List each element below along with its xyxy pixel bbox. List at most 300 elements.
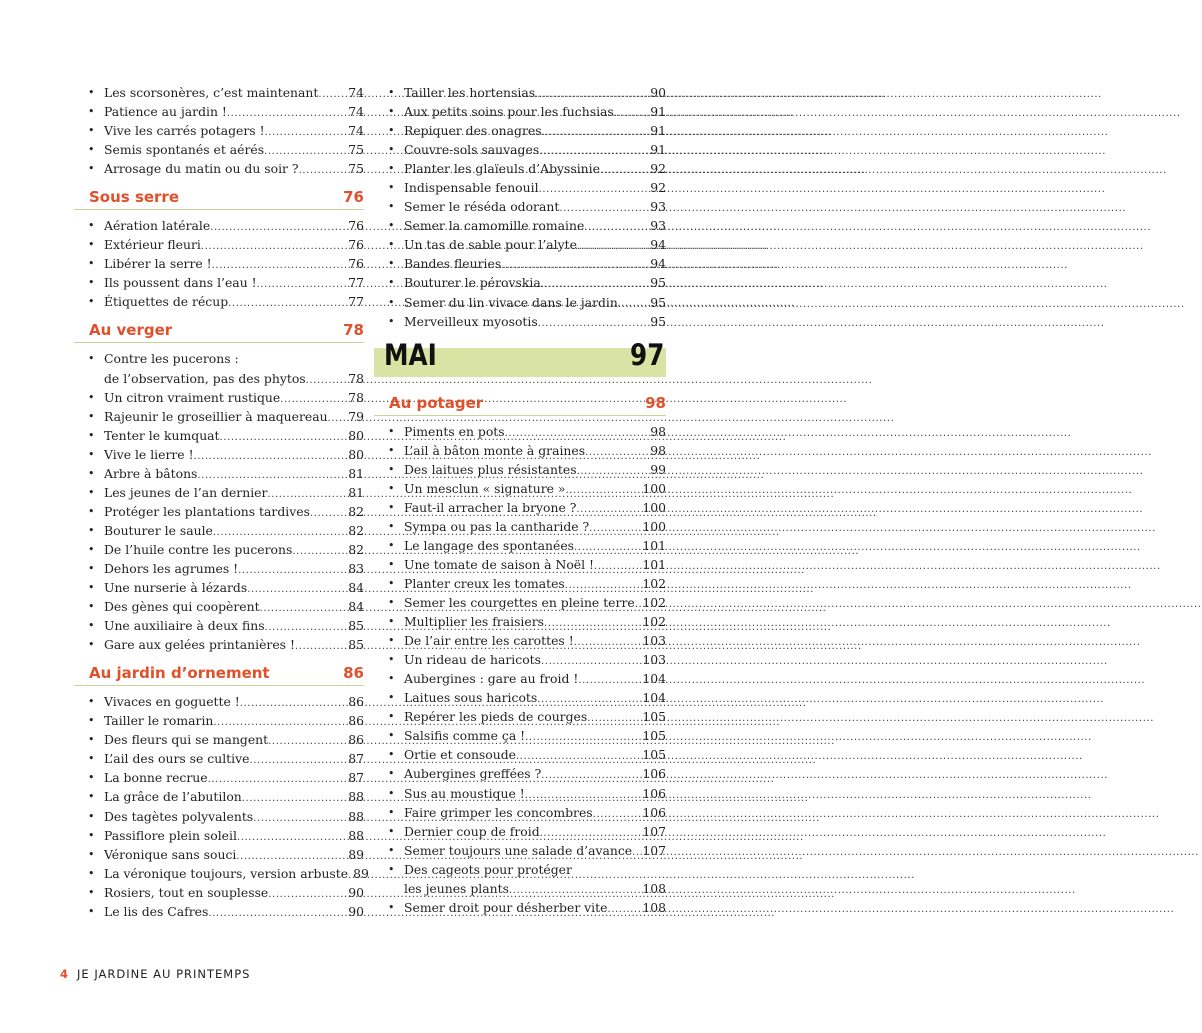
toc-entry-title: L’ail des ours se cultive <box>104 751 250 767</box>
toc-entry[interactable] <box>374 555 666 574</box>
bullet-icon: • <box>388 900 395 914</box>
toc-entry[interactable] <box>374 669 666 688</box>
toc-entry[interactable] <box>374 764 666 783</box>
toc-entry[interactable] <box>74 502 364 521</box>
bullet-icon: • <box>88 885 95 899</box>
section-title: Au jardin d’ornement <box>89 664 270 683</box>
toc-entry[interactable] <box>74 426 364 445</box>
toc-entry-line <box>104 616 364 637</box>
toc-entry-title: Faut-il arracher la bryone ? <box>404 499 577 515</box>
toc-entry-page: 87 <box>348 770 364 786</box>
toc-entry-page: 86 <box>348 713 364 729</box>
toc-entry-line <box>104 845 364 866</box>
toc-entry-page: 80 <box>348 427 364 443</box>
toc-entry-page: 94 <box>650 237 666 253</box>
toc-entry-line <box>404 479 666 500</box>
toc-entry-title: L’ail à bâton monte à graines <box>404 442 586 458</box>
toc-entry-title: Tenter le kumquat <box>104 427 220 443</box>
toc-entry[interactable] <box>74 597 364 616</box>
toc-entry-line <box>104 273 364 294</box>
toc-entry-page: 106 <box>642 785 666 801</box>
toc-entry[interactable] <box>374 235 666 254</box>
toc-entry[interactable] <box>74 159 364 178</box>
toc-entry-line <box>104 597 364 618</box>
bullet-icon: • <box>388 238 395 252</box>
toc-entry-page: 92 <box>650 161 666 177</box>
bullet-icon: • <box>88 714 95 728</box>
toc-entry-page: 82 <box>348 541 364 557</box>
toc-entry[interactable] <box>374 574 666 593</box>
toc-entry-line <box>404 140 666 161</box>
toc-entry[interactable] <box>374 726 666 745</box>
toc-entry-line <box>404 178 666 199</box>
toc-entry-title: Des fleurs qui se mangent <box>104 732 269 748</box>
toc-entry[interactable] <box>74 730 364 749</box>
bullet-icon: • <box>88 847 95 861</box>
toc-entry[interactable] <box>74 768 364 787</box>
toc-entry-page: 78 <box>348 370 364 386</box>
toc-entry[interactable] <box>374 536 666 555</box>
toc-entry-line <box>104 102 364 123</box>
section-heading[interactable] <box>74 312 364 343</box>
dot-leader <box>208 904 347 923</box>
toc-entry-page: 81 <box>348 484 364 500</box>
toc-entry-page: 101 <box>642 537 666 553</box>
dot-leader <box>299 161 348 180</box>
bullet-icon: • <box>388 786 395 800</box>
bullet-icon: • <box>388 257 395 271</box>
bullet-icon: • <box>388 729 395 743</box>
section-heading[interactable] <box>74 655 364 686</box>
toc-entry-page: 75 <box>348 161 364 177</box>
toc-entry-title: Bouturer le pérovskia <box>404 275 541 291</box>
toc-entry-title: Aubergines greffées ? <box>404 766 542 782</box>
toc-entry-page: 103 <box>642 633 666 649</box>
toc-entry[interactable] <box>74 483 364 502</box>
section-page: 86 <box>343 664 364 683</box>
toc-entry-page: 75 <box>348 142 364 158</box>
bullet-icon: • <box>388 691 395 705</box>
toc-entry-page: 74 <box>348 104 364 120</box>
toc-entry[interactable] <box>74 349 364 387</box>
toc-entry-title: Gare aux gelées printanières ! <box>104 637 295 653</box>
toc-entry[interactable] <box>74 445 364 464</box>
bullet-icon: • <box>388 748 395 762</box>
bullet-icon: • <box>388 481 395 495</box>
toc-right-column <box>374 83 666 917</box>
bullet-icon: • <box>388 86 395 99</box>
toc-entry-title: Extérieur fleuri <box>104 237 201 253</box>
section-title: Sous serre <box>89 188 180 207</box>
bullet-icon: • <box>388 596 395 610</box>
toc-entry-line <box>104 635 364 656</box>
toc-entry[interactable] <box>74 902 364 921</box>
toc-entry-line <box>104 749 364 770</box>
toc-entry[interactable] <box>374 479 666 498</box>
toc-entry[interactable] <box>74 102 364 121</box>
section-heading[interactable] <box>374 385 666 416</box>
bullet-icon: • <box>88 352 95 366</box>
toc-entry-title: La véronique toujours, version arbuste <box>104 865 349 881</box>
toc-entry-title: Semer du lin vivace dans le jardin <box>404 294 618 310</box>
toc-entry[interactable] <box>74 845 364 864</box>
toc-entry-page: 104 <box>642 671 666 687</box>
bullet-icon: • <box>388 462 395 476</box>
toc-entry-page: 93 <box>650 199 666 215</box>
toc-entry-line <box>404 841 666 862</box>
toc-entry-page: 108 <box>642 880 666 896</box>
toc-left-column <box>74 83 369 921</box>
month-heading[interactable] <box>374 337 666 377</box>
bullet-icon: • <box>88 828 95 842</box>
toc-entry-title: Sus au moustique ! <box>404 785 525 801</box>
bullet-icon: • <box>388 576 395 590</box>
toc-entry[interactable] <box>374 822 666 841</box>
toc-entry-line <box>104 407 364 428</box>
toc-entry-line <box>404 312 666 333</box>
toc-entry-page: 100 <box>642 480 666 496</box>
toc-entry[interactable] <box>374 460 666 479</box>
bullet-icon: • <box>388 181 395 195</box>
bullet-icon: • <box>388 200 395 214</box>
bullet-icon: • <box>88 219 95 233</box>
toc-entry-line <box>404 669 666 690</box>
toc-entry[interactable] <box>374 650 666 669</box>
toc-entry-line <box>104 902 364 923</box>
toc-entry[interactable] <box>74 616 364 635</box>
toc-entry-line <box>104 787 364 808</box>
toc-entry-page: 74 <box>348 123 364 139</box>
toc-entry[interactable] <box>374 593 666 612</box>
toc-entry-title: Des tagètes polyvalents <box>104 808 254 824</box>
toc-entry-line <box>404 879 666 900</box>
toc-entry[interactable] <box>374 745 666 764</box>
toc-entry-line <box>104 864 369 885</box>
toc-entry-page: 101 <box>642 556 666 572</box>
toc-entry-page: 99 <box>650 461 666 477</box>
toc-entry[interactable] <box>374 422 666 441</box>
toc-entry[interactable] <box>74 235 364 254</box>
toc-entry[interactable] <box>374 102 666 121</box>
toc-entry[interactable] <box>74 140 364 159</box>
toc-entry[interactable] <box>74 216 364 235</box>
toc-entry-page: 105 <box>642 728 666 744</box>
bullet-icon: • <box>388 767 395 781</box>
toc-entry-title: Un rideau de haricots <box>404 652 542 668</box>
toc-entry-title: Le langage des spontanées <box>404 537 575 553</box>
toc-entry[interactable] <box>74 559 364 578</box>
section-title: Au verger <box>89 321 173 340</box>
toc-entry[interactable] <box>374 898 666 917</box>
toc-entry-page: 98 <box>650 423 666 439</box>
toc-entry-title: Sympa ou pas la cantharide ? <box>404 518 590 534</box>
toc-entry-title: Multiplier les fraisiers <box>404 614 545 630</box>
toc-entry[interactable] <box>374 140 666 159</box>
bullet-icon: • <box>388 443 395 457</box>
toc-entry[interactable] <box>374 159 666 178</box>
toc-entry[interactable] <box>374 612 666 631</box>
section-page: 76 <box>343 188 364 207</box>
toc-entry-title: Aubergines : gare au froid ! <box>404 671 579 687</box>
toc-entry[interactable] <box>374 631 666 650</box>
toc-entry-title: De l’air entre les carottes ! <box>404 633 574 649</box>
toc-entry-page: 76 <box>348 256 364 272</box>
toc-entry-title: Une nurserie à lézards <box>104 580 248 596</box>
toc-entry-title: Semer le réséda odorant <box>404 199 560 215</box>
toc-entry-line <box>404 726 666 747</box>
toc-entry[interactable] <box>74 521 364 540</box>
toc-entry-page: 95 <box>650 275 666 291</box>
toc-entry[interactable] <box>74 254 364 273</box>
toc-entry-line <box>104 502 364 523</box>
bullet-icon: • <box>388 843 395 857</box>
toc-entry-line <box>104 121 364 142</box>
toc-entry-title: Une tomate de saison à Noël ! <box>404 556 595 572</box>
toc-entry[interactable] <box>374 197 666 216</box>
toc-entry[interactable] <box>74 749 364 768</box>
bullet-icon: • <box>388 653 395 667</box>
toc-entry-title: Planter les glaïeuls d’Abyssinie <box>404 161 600 177</box>
toc-entry-line <box>404 293 666 314</box>
toc-entry[interactable] <box>74 578 364 597</box>
bullet-icon: • <box>88 904 95 918</box>
bullet-icon: • <box>388 519 395 533</box>
bullet-icon: • <box>88 695 95 709</box>
toc-entry[interactable] <box>74 292 364 311</box>
toc-entry-title: Rajeunir le groseillier à maquereau <box>104 408 328 424</box>
toc-entry-page: 106 <box>642 804 666 820</box>
toc-entry-page: 103 <box>642 652 666 668</box>
bullet-icon: • <box>388 424 395 438</box>
toc-entry[interactable] <box>74 787 364 806</box>
toc-entry[interactable] <box>374 273 666 292</box>
page-footer <box>60 967 250 981</box>
toc-entry-page: 82 <box>348 522 364 538</box>
toc-entry-page: 105 <box>642 709 666 725</box>
toc-entry-page: 79 <box>348 408 364 424</box>
toc-entry-page: 77 <box>348 275 364 291</box>
toc-entry-line <box>104 445 364 466</box>
toc-entry-line <box>404 612 666 633</box>
toc-entry-page: 90 <box>348 903 364 919</box>
toc-entry[interactable] <box>74 807 364 826</box>
toc-entry-line <box>404 631 666 652</box>
bullet-icon: • <box>388 824 395 838</box>
toc-entry[interactable] <box>74 121 364 140</box>
toc-entry-title: Repiquer des onagres <box>404 123 542 139</box>
toc-entry[interactable] <box>374 784 666 803</box>
toc-entry-line <box>104 521 364 542</box>
toc-entry-title: Dehors les agrumes ! <box>104 560 239 576</box>
toc-entry-title: Les scorsonères, c’est maintenant <box>104 85 319 100</box>
toc-entry-title: De l’huile contre les pucerons <box>104 541 293 557</box>
toc-entry-title: Salsifis comme ça ! <box>404 728 526 744</box>
bullet-icon: • <box>88 733 95 747</box>
section-heading[interactable] <box>74 179 364 210</box>
toc-entry[interactable] <box>374 841 666 860</box>
toc-entry[interactable] <box>74 464 364 483</box>
toc-entry-title: Tailler les hortensias <box>404 85 536 100</box>
toc-entry-title: Couvre-sols sauvages <box>404 142 540 158</box>
toc-entry-line <box>404 216 666 237</box>
bullet-icon: • <box>88 504 95 518</box>
bullet-icon: • <box>388 105 395 119</box>
bullet-icon: • <box>88 428 95 442</box>
toc-entry[interactable] <box>374 803 666 822</box>
toc-entry-line <box>404 498 666 519</box>
toc-entry-page: 88 <box>348 808 364 824</box>
toc-entry-page: 100 <box>642 499 666 515</box>
toc-entry-line <box>104 483 364 504</box>
toc-entry[interactable] <box>374 83 666 102</box>
toc-entry-page: 86 <box>348 694 364 710</box>
toc-entry[interactable] <box>374 216 666 235</box>
toc-entry-title: Le lis des Cafres <box>104 903 209 919</box>
toc-entry-title: La grâce de l’abutilon <box>104 789 242 805</box>
bullet-icon: • <box>88 238 95 252</box>
footer-page-number: 4 <box>60 967 70 981</box>
toc-entry-line <box>404 273 666 294</box>
toc-entry[interactable] <box>74 826 364 845</box>
toc-entry-line <box>104 578 364 599</box>
toc-entry-page: 89 <box>353 865 369 881</box>
toc-entry-line <box>404 574 666 595</box>
toc-entry[interactable] <box>374 498 666 517</box>
toc-entry-line <box>404 688 666 709</box>
toc-entry-line <box>104 730 364 751</box>
bullet-icon: • <box>88 409 95 423</box>
toc-entry-page: 93 <box>650 218 666 234</box>
bullet-icon: • <box>388 710 395 724</box>
toc-entry[interactable] <box>74 864 369 883</box>
bullet-icon: • <box>88 257 95 271</box>
toc-entry-title: Semer toujours une salade d’avance <box>404 842 633 858</box>
toc-entry-line <box>104 559 364 580</box>
toc-entry-title: Un tas de sable pour l’alyte <box>404 237 577 253</box>
toc-entry-line <box>104 216 364 237</box>
toc-entry-title-line1: Contre les pucerons : <box>104 351 239 367</box>
toc-entry-title-line1: Des cageots pour protéger <box>404 861 572 877</box>
toc-entry-line <box>404 422 666 443</box>
toc-entry-line <box>104 426 364 447</box>
bullet-icon: • <box>388 634 395 648</box>
toc-entry-title: Planter creux les tomates <box>404 575 565 591</box>
bullet-icon: • <box>88 771 95 785</box>
toc-entry-line <box>404 650 666 671</box>
bullet-icon: • <box>88 581 95 595</box>
bullet-icon: • <box>88 466 95 480</box>
toc-entry-line <box>404 197 666 218</box>
toc-entry-page: 88 <box>348 789 364 805</box>
toc-entry-page: 92 <box>650 180 666 196</box>
dot-leader <box>538 314 649 333</box>
toc-entry[interactable] <box>374 254 666 273</box>
toc-entry-page: 90 <box>348 884 364 900</box>
toc-entry[interactable] <box>74 407 364 426</box>
toc-entry[interactable] <box>374 312 666 331</box>
toc-entry-title: les jeunes plants <box>404 880 509 896</box>
toc-entry-title: Aux petits soins pour les fuchsias <box>404 104 614 120</box>
toc-entry-page: 100 <box>642 518 666 534</box>
toc-entry-title: Vive les carrés potagers ! <box>104 123 265 139</box>
toc-entry[interactable] <box>74 388 364 407</box>
bullet-icon: • <box>88 542 95 556</box>
toc-entry[interactable] <box>74 635 364 654</box>
toc-entry-title: Ils poussent dans l’eau ! <box>104 275 257 291</box>
toc-entry-page: 88 <box>348 827 364 843</box>
toc-entry-page: 89 <box>348 846 364 862</box>
toc-entry-page: 107 <box>642 823 666 839</box>
toc-entry[interactable] <box>74 692 364 711</box>
toc-entry-line <box>104 464 364 485</box>
toc-entry[interactable] <box>374 121 666 140</box>
section-page: 98 <box>645 393 666 412</box>
toc-entry[interactable] <box>374 441 666 460</box>
toc-entry-page: 84 <box>348 599 364 615</box>
bullet-icon: • <box>388 538 395 552</box>
toc-entry-line <box>104 768 364 789</box>
bullet-icon: • <box>88 752 95 766</box>
dot-leader <box>295 637 347 656</box>
toc-entry-page: 83 <box>348 560 364 576</box>
toc-entry[interactable] <box>374 178 666 197</box>
toc-entry-title: Ortie et consoude <box>404 747 516 763</box>
toc-entry-page: 82 <box>348 503 364 519</box>
toc-entry[interactable] <box>374 707 666 726</box>
toc-entry-page: 78 <box>348 389 364 405</box>
toc-entry[interactable] <box>74 883 364 902</box>
toc-entry[interactable] <box>74 711 364 730</box>
toc-entry[interactable] <box>74 83 364 102</box>
toc-entry-title: Vive le lierre ! <box>104 446 194 462</box>
toc-entry-line <box>404 102 666 123</box>
toc-entry-page: 102 <box>642 595 666 611</box>
toc-entry-line <box>104 140 364 161</box>
toc-entry-line <box>104 692 364 713</box>
toc-entry-page: 94 <box>650 256 666 272</box>
bullet-icon: • <box>88 638 95 652</box>
toc-entry-page: 80 <box>348 446 364 462</box>
toc-entry-title: Faire grimper les concombres <box>404 804 593 820</box>
toc-entry-page: 86 <box>348 732 364 748</box>
month-page: 97 <box>629 337 664 372</box>
toc-entry-title: Tailler le romarin <box>104 713 214 729</box>
toc-entry[interactable] <box>74 273 364 292</box>
toc-entry[interactable] <box>374 688 666 707</box>
toc-entry[interactable] <box>374 293 666 312</box>
bullet-icon: • <box>88 485 95 499</box>
toc-entry-line <box>104 159 364 180</box>
bullet-icon: • <box>88 86 95 99</box>
toc-entry-page: 84 <box>348 580 364 596</box>
toc-entry-line <box>404 159 666 180</box>
toc-entry-title: La bonne recrue <box>104 770 208 786</box>
toc-entry-line <box>404 707 666 728</box>
toc-entry-page: 104 <box>642 690 666 706</box>
bullet-icon: • <box>88 390 95 404</box>
bullet-icon: • <box>388 672 395 686</box>
toc-entry[interactable] <box>74 540 364 559</box>
toc-entry-line <box>404 235 666 256</box>
toc-entry-line <box>404 121 666 142</box>
toc-entry-page: 91 <box>650 104 666 120</box>
toc-entry-page: 105 <box>642 747 666 763</box>
bullet-icon: • <box>88 276 95 290</box>
toc-entry-line <box>104 540 364 561</box>
toc-entry[interactable] <box>374 517 666 536</box>
toc-entry-title: Protéger les plantations tardives <box>104 503 310 519</box>
toc-entry[interactable] <box>374 860 666 898</box>
